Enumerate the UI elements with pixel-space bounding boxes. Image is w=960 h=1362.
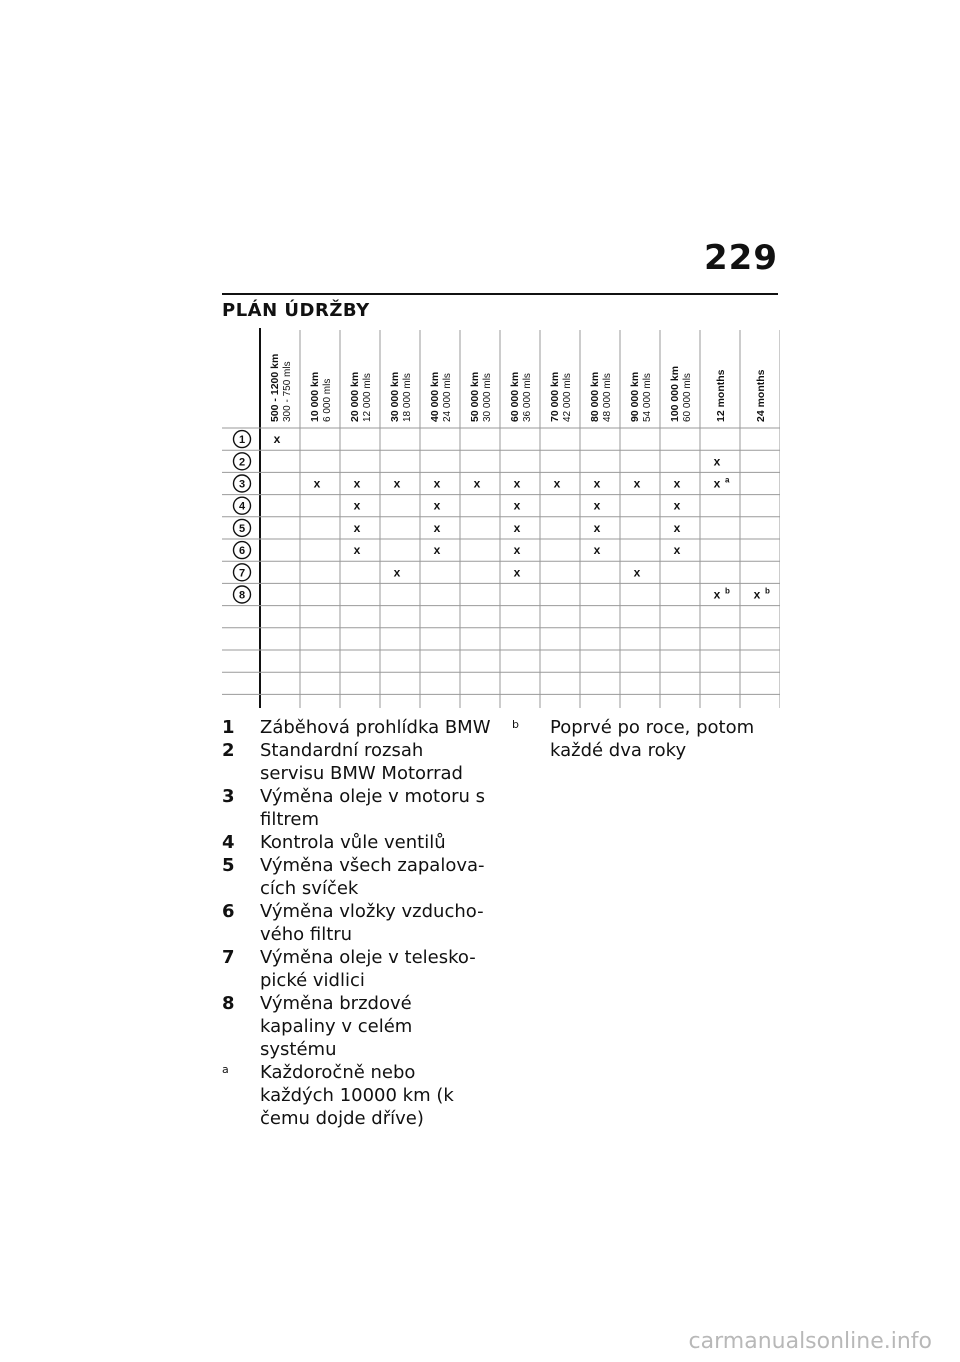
column-header-km: 50 000 km (469, 371, 481, 422)
row-id: 4 (238, 500, 246, 513)
legend-item (222, 946, 492, 992)
column-header-mls: 54 000 mls (642, 373, 653, 422)
row-id: 5 (238, 522, 246, 535)
schedule-mark: x (633, 565, 641, 580)
legend-item (222, 831, 492, 854)
row-id: 2 (238, 456, 246, 469)
legend-text: Standardní rozsah servisu BMW Motorrad (260, 740, 463, 784)
section-title: PLÁN ÚDRŽBY (222, 300, 370, 321)
column-header-km: 24 months (755, 369, 767, 422)
column-header-mls: 300 - 750 mls (282, 361, 293, 422)
legend-text: Výměna vložky vzducho-vého filtru (260, 901, 484, 945)
schedule-mark: x (513, 520, 521, 535)
legend-key: 5 (222, 855, 235, 876)
schedule-mark: x (593, 498, 601, 513)
schedule-mark: x (673, 520, 681, 535)
schedule-mark: x (353, 520, 361, 535)
column-header-km: 60 000 km (509, 371, 521, 422)
column-header-km: 10 000 km (309, 371, 321, 422)
schedule-mark: x (513, 498, 521, 513)
column-header-mls: 6 000 mls (322, 378, 333, 422)
column-header-km: 30 000 km (389, 371, 401, 422)
schedule-mark: x (313, 476, 321, 491)
schedule-mark: x (433, 520, 441, 535)
schedule-mark: x (513, 476, 521, 491)
column-header-km: 500 - 1200 km (269, 353, 281, 422)
legend-text: Výměna brzdové kapaliny v celém systému (260, 993, 413, 1060)
legend-item (222, 992, 492, 1061)
legend-key: a (222, 1063, 229, 1076)
row-id: 1 (238, 434, 246, 447)
legend-text: Každoročně nebo každých 10000 km (k čemu dojde dříve) (260, 1062, 454, 1129)
legend-item (222, 716, 492, 739)
schedule-mark: x (713, 476, 721, 491)
schedule-mark-footnote: b (725, 586, 730, 596)
schedule-mark: x (393, 476, 401, 491)
schedule-mark: x (753, 587, 761, 602)
legend-text: Výměna všech zapalova-cích svíček (260, 855, 485, 899)
schedule-mark: x (393, 565, 401, 580)
page-number: 229 (704, 238, 778, 278)
legend-item (222, 854, 492, 900)
legend-text: Záběhová prohlídka BMW (260, 717, 491, 738)
schedule-mark: x (633, 476, 641, 491)
title-rule (222, 293, 778, 295)
schedule-mark: x (473, 476, 481, 491)
legend-text: Výměna oleje v telesko-pické vidlici (260, 947, 476, 991)
schedule-mark: x (273, 432, 281, 447)
schedule-mark: x (513, 565, 521, 580)
legend-key: 6 (222, 901, 235, 922)
column-header-mls: 36 000 mls (522, 373, 533, 422)
column-header-mls: 48 000 mls (602, 373, 613, 422)
column-header-mls: 24 000 mls (442, 373, 453, 422)
maintenance-schedule-grid (222, 328, 780, 708)
column-header-mls: 30 000 mls (482, 373, 493, 422)
column-header-km: 90 000 km (629, 371, 641, 422)
schedule-mark: x (433, 476, 441, 491)
column-header-mls: 42 000 mls (562, 373, 573, 422)
legend-item (222, 1061, 492, 1130)
legend-key: 1 (222, 717, 235, 738)
legend-key: 3 (222, 786, 235, 807)
legend-key: b (512, 718, 519, 731)
schedule-mark: x (433, 498, 441, 513)
legend-right (512, 716, 762, 762)
schedule-mark: x (593, 543, 601, 558)
row-id: 6 (238, 545, 246, 558)
schedule-mark: x (353, 476, 361, 491)
column-header-km: 40 000 km (429, 371, 441, 422)
legend-text: Výměna oleje v motoru s filtrem (260, 786, 486, 830)
schedule-mark: x (593, 476, 601, 491)
legend-item (222, 739, 492, 785)
legend-key: 7 (222, 947, 235, 968)
column-header-mls: 60 000 mls (682, 373, 693, 422)
schedule-mark: x (593, 520, 601, 535)
schedule-mark: x (353, 498, 361, 513)
legend-text: Kontrola vůle ventilů (260, 832, 446, 853)
column-header-mls: 18 000 mls (402, 373, 413, 422)
legend-item (222, 900, 492, 946)
legend-item (512, 716, 762, 762)
watermark: carmanualsonline.info (688, 1329, 932, 1354)
legend-left (222, 716, 492, 1130)
row-id: 3 (238, 478, 246, 491)
row-id: 8 (238, 589, 246, 602)
column-header-km: 70 000 km (549, 371, 561, 422)
legend-text: Poprvé po roce, potom každé dva roky (550, 717, 755, 761)
schedule-mark: x (713, 454, 721, 469)
schedule-mark-footnote: b (765, 586, 770, 596)
legend-key: 8 (222, 993, 235, 1014)
column-header-km: 80 000 km (589, 371, 601, 422)
column-header-mls: 12 000 mls (362, 373, 373, 422)
schedule-mark: x (433, 543, 441, 558)
schedule-mark: x (673, 476, 681, 491)
legend-item (222, 785, 492, 831)
schedule-mark: x (673, 498, 681, 513)
schedule-mark: x (553, 476, 561, 491)
column-header-km: 20 000 km (349, 371, 361, 422)
legend-key: 4 (222, 832, 235, 853)
schedule-mark: x (513, 543, 521, 558)
legend-key: 2 (222, 740, 235, 761)
row-id: 7 (238, 567, 246, 580)
schedule-mark: x (353, 543, 361, 558)
column-header-km: 12 months (715, 369, 727, 422)
schedule-mark: x (713, 587, 721, 602)
maintenance-schedule-table (222, 328, 780, 708)
schedule-mark: x (673, 543, 681, 558)
column-header-km: 100 000 km (669, 365, 681, 422)
schedule-mark-footnote: a (725, 475, 730, 485)
